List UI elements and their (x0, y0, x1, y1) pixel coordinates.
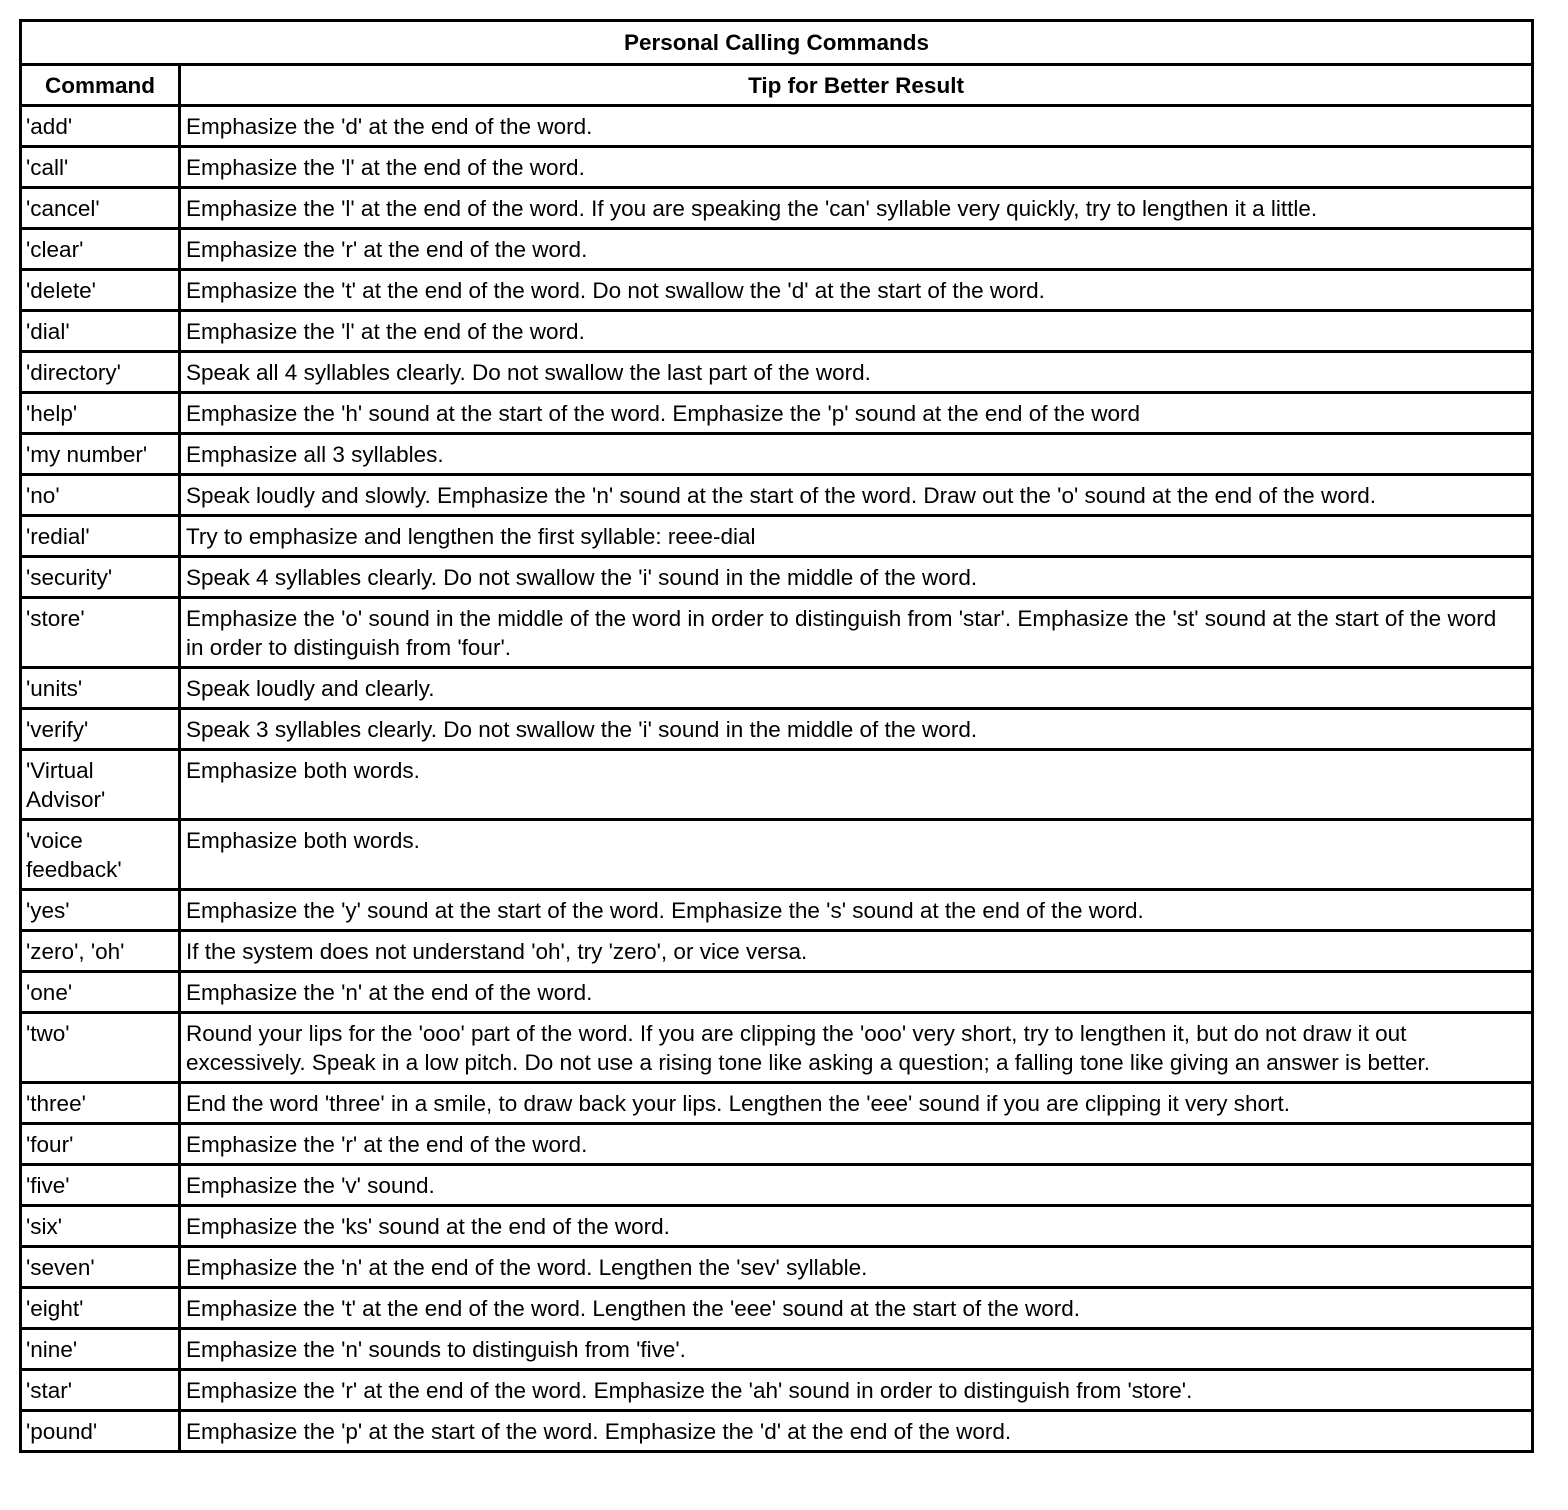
table-row (21, 188, 1533, 229)
table-row (21, 1411, 1533, 1452)
command-cell: 'eight' (21, 1288, 180, 1329)
table-row (21, 1124, 1533, 1165)
tip-cell: Try to emphasize and lengthen the first syllable: reee-dial (180, 516, 1533, 557)
table-row (21, 1083, 1533, 1124)
tip-cell: Emphasize the 'd' at the end of the word. (180, 106, 1533, 147)
table-row (21, 1013, 1533, 1083)
tip-cell: Emphasize the 'n' at the end of the word. (180, 972, 1533, 1013)
tip-cell: Emphasize the 'n' sounds to distinguish from 'five'. (180, 1329, 1533, 1370)
command-cell: 'pound' (21, 1411, 180, 1452)
table-row (21, 1288, 1533, 1329)
command-cell: 'security' (21, 557, 180, 598)
table-row (21, 147, 1533, 188)
command-cell: 'units' (21, 668, 180, 709)
table-row (21, 750, 1533, 820)
command-cell: 'yes' (21, 890, 180, 931)
command-cell: 'redial' (21, 516, 180, 557)
command-cell: 'cancel' (21, 188, 180, 229)
table-row (21, 516, 1533, 557)
command-cell: 'my number' (21, 434, 180, 475)
tip-cell: Emphasize the 'o' sound in the middle of the word in order to distinguish from 'star'. Emphasize the 'st' sound at the start of the word in order to distinguish from 'four'. (180, 598, 1533, 668)
command-cell: 'call' (21, 147, 180, 188)
command-cell: 'four' (21, 1124, 180, 1165)
command-cell: 'five' (21, 1165, 180, 1206)
command-cell: 'dial' (21, 311, 180, 352)
table-row (21, 1206, 1533, 1247)
tip-cell: Emphasize the 'r' at the end of the word. (180, 1124, 1533, 1165)
table-row (21, 106, 1533, 147)
commands-table (19, 19, 1534, 1453)
tip-cell: Emphasize both words. (180, 750, 1533, 820)
table-row (21, 311, 1533, 352)
tip-cell: Emphasize all 3 syllables. (180, 434, 1533, 475)
table-body (21, 106, 1533, 1452)
tip-cell: Round your lips for the 'ooo' part of the word. If you are clipping the 'ooo' very short, try to lengthen it, but do not draw it out excessively. Speak in a low pitch. Do not use a rising tone like asking a question; a falling tone like giving an answer is better. (180, 1013, 1533, 1083)
command-cell: 'no' (21, 475, 180, 516)
tip-cell: Emphasize the 'y' sound at the start of the word. Emphasize the 's' sound at the end of the word. (180, 890, 1533, 931)
table-row (21, 270, 1533, 311)
table-row (21, 352, 1533, 393)
command-cell: 'zero', 'oh' (21, 931, 180, 972)
tip-cell: Speak 4 syllables clearly. Do not swallow the 'i' sound in the middle of the word. (180, 557, 1533, 598)
table-row (21, 557, 1533, 598)
title-row (21, 21, 1533, 65)
command-cell: 'one' (21, 972, 180, 1013)
tip-cell: Speak loudly and slowly. Emphasize the 'n' sound at the start of the word. Draw out the 'o' sound at the end of the word. (180, 475, 1533, 516)
table-title: Personal Calling Commands (21, 21, 1533, 65)
tip-cell: If the system does not understand 'oh', try 'zero', or vice versa. (180, 931, 1533, 972)
command-cell: 'two' (21, 1013, 180, 1083)
command-cell: 'add' (21, 106, 180, 147)
command-cell: 'Virtual Advisor' (21, 750, 180, 820)
tip-cell: Emphasize the 'l' at the end of the word. If you are speaking the 'can' syllable very quickly, try to lengthen it a little. (180, 188, 1533, 229)
table-row (21, 393, 1533, 434)
table-row (21, 1165, 1533, 1206)
tip-cell: Emphasize the 't' at the end of the word. Do not swallow the 'd' at the start of the word. (180, 270, 1533, 311)
column-header-tip: Tip for Better Result (180, 65, 1533, 106)
tip-cell: Emphasize the 'r' at the end of the word. (180, 229, 1533, 270)
command-cell: 'delete' (21, 270, 180, 311)
tip-cell: Speak loudly and clearly. (180, 668, 1533, 709)
command-cell: 'three' (21, 1083, 180, 1124)
tip-cell: Emphasize the 'r' at the end of the word. Emphasize the 'ah' sound in order to distinguish from 'store'. (180, 1370, 1533, 1411)
command-cell: 'seven' (21, 1247, 180, 1288)
command-cell: 'six' (21, 1206, 180, 1247)
command-cell: 'store' (21, 598, 180, 668)
command-cell: 'verify' (21, 709, 180, 750)
tip-cell: Emphasize the 'l' at the end of the word. (180, 311, 1533, 352)
tip-cell: Emphasize both words. (180, 820, 1533, 890)
table-row (21, 709, 1533, 750)
tip-cell: Emphasize the 'h' sound at the start of the word. Emphasize the 'p' sound at the end of the word (180, 393, 1533, 434)
command-cell: 'nine' (21, 1329, 180, 1370)
table-row (21, 668, 1533, 709)
column-header-row (21, 65, 1533, 106)
tip-cell: Emphasize the 't' at the end of the word. Lengthen the 'eee' sound at the start of the word. (180, 1288, 1533, 1329)
command-cell: 'help' (21, 393, 180, 434)
command-cell: 'clear' (21, 229, 180, 270)
tip-cell: Emphasize the 'l' at the end of the word. (180, 147, 1533, 188)
command-cell: 'directory' (21, 352, 180, 393)
column-header-command: Command (21, 65, 180, 106)
table-row (21, 890, 1533, 931)
tip-cell: Emphasize the 'ks' sound at the end of the word. (180, 1206, 1533, 1247)
tip-cell: Emphasize the 'p' at the start of the word. Emphasize the 'd' at the end of the word. (180, 1411, 1533, 1452)
table-row (21, 598, 1533, 668)
tip-cell: End the word 'three' in a smile, to draw back your lips. Lengthen the 'eee' sound if you are clipping it very short. (180, 1083, 1533, 1124)
table-row (21, 1370, 1533, 1411)
tip-cell: Speak 3 syllables clearly. Do not swallow the 'i' sound in the middle of the word. (180, 709, 1533, 750)
table-row (21, 434, 1533, 475)
command-cell: 'star' (21, 1370, 180, 1411)
table-row (21, 1247, 1533, 1288)
tip-cell: Emphasize the 'n' at the end of the word. Lengthen the 'sev' syllable. (180, 1247, 1533, 1288)
table-row (21, 820, 1533, 890)
tip-cell: Emphasize the 'v' sound. (180, 1165, 1533, 1206)
table-row (21, 475, 1533, 516)
command-cell: 'voice feedback' (21, 820, 180, 890)
table-row (21, 229, 1533, 270)
table-row (21, 972, 1533, 1013)
tip-cell: Speak all 4 syllables clearly. Do not swallow the last part of the word. (180, 352, 1533, 393)
table-row (21, 931, 1533, 972)
table-row (21, 1329, 1533, 1370)
